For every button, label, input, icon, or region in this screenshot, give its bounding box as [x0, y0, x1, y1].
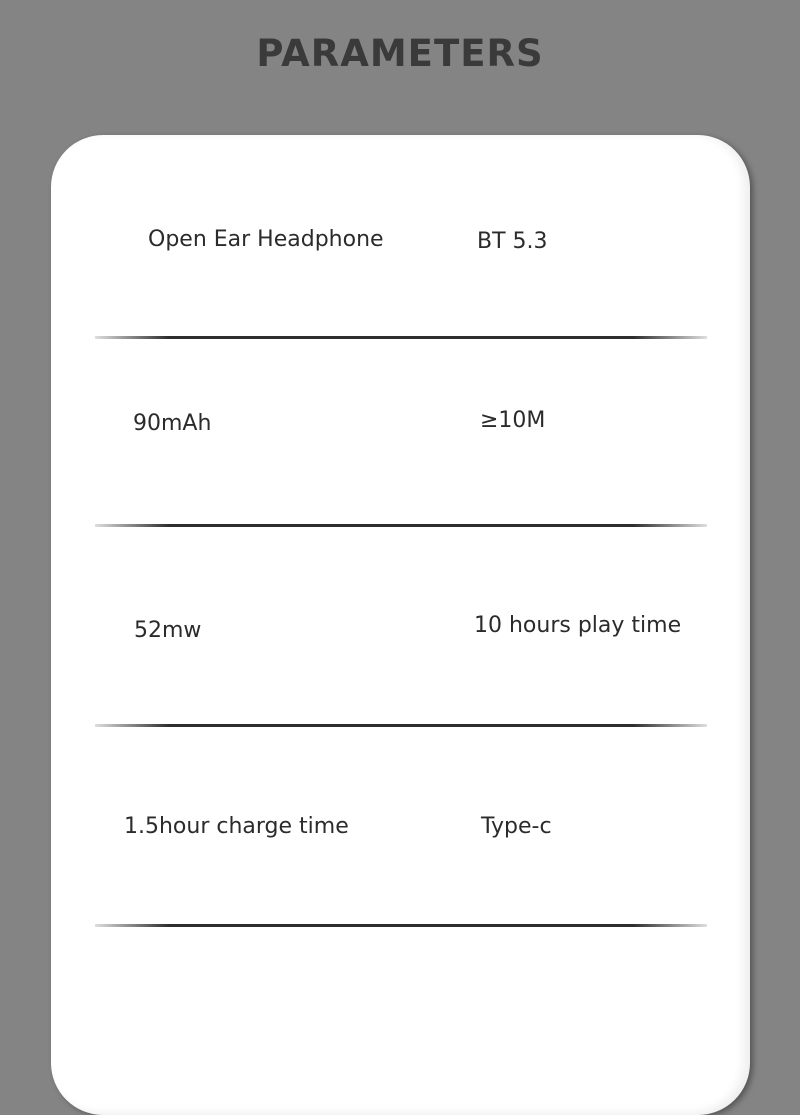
param-headphone-type: Open Ear Headphone	[148, 227, 384, 252]
param-battery-capacity: 90mAh	[133, 411, 212, 436]
param-range: ≥10M	[480, 408, 546, 433]
row-divider	[95, 924, 707, 927]
page-title: PARAMETERS	[256, 32, 544, 75]
row-divider	[95, 724, 707, 727]
row-divider	[95, 336, 707, 339]
param-bluetooth-version: BT 5.3	[477, 229, 548, 254]
param-charge-time: 1.5hour charge time	[124, 814, 349, 839]
param-charging-port: Type-c	[481, 814, 552, 839]
row-divider	[95, 524, 707, 527]
param-play-time: 10 hours play time	[474, 613, 682, 638]
param-power-output: 52mw	[134, 618, 202, 643]
